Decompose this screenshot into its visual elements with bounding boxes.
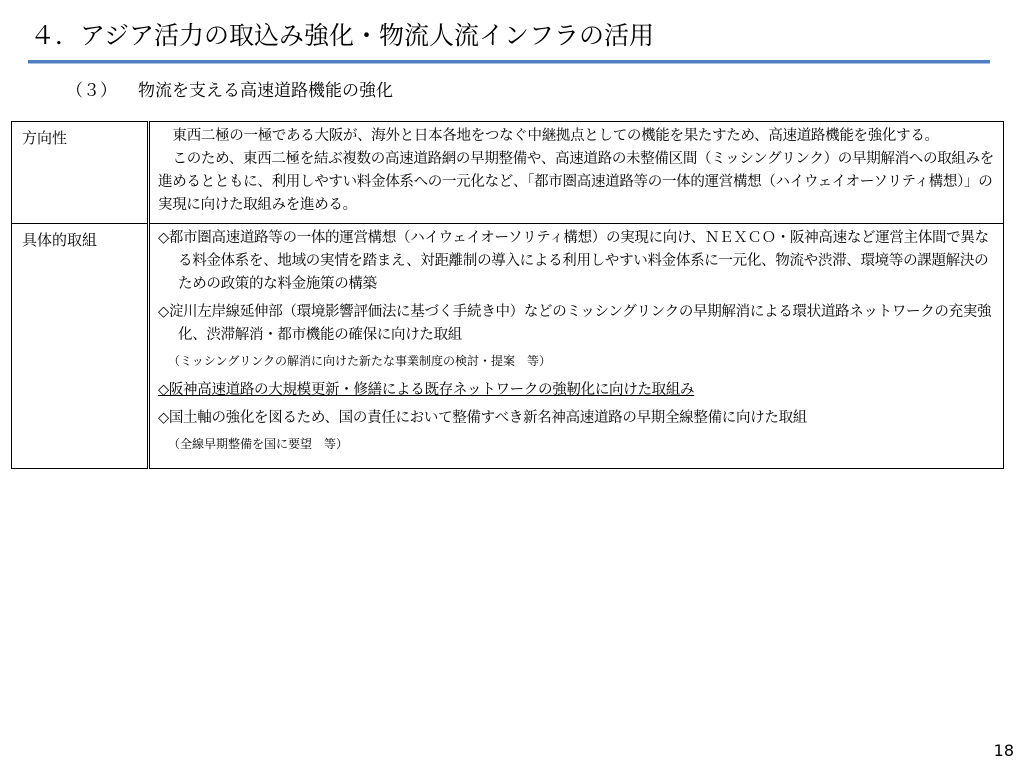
policy-table	[11, 121, 1004, 469]
concrete-body	[149, 224, 1004, 469]
concrete-item-1: ◇都市圏高速道路等の一体的運営構想（ハイウェイオーソリティ構想）の実現に向け、ＮＥＸＣＯ・阪神高速など運営主体間で異なる料金体系を、地域の実情を踏まえ、対距離制の導入による利用しやすい料金体系に一元化、物流や渋滞、環境等の課題解決のための政策的な料金施策の構築	[158, 230, 989, 292]
concrete-item-4: ◇国土軸の強化を図るため、国の責任において整備すべき新名神高速道路の早期全線整備に向けた取組	[158, 410, 807, 426]
section-number: （３）	[66, 81, 117, 101]
concrete-item-2: ◇淀川左岸線延伸部（環境影響評価法に基づく手続き中）などのミッシングリンクの早期解消による環状道路ネットワークの充実強化、渋滞解消・都市機能の確保に向けた取組	[158, 304, 992, 343]
direction-body	[149, 122, 1004, 224]
section-heading	[66, 78, 393, 104]
direction-label: 方向性	[12, 122, 149, 224]
table-row-concrete	[12, 224, 1004, 469]
title-divider	[28, 60, 990, 64]
direction-paragraph-2: このため、東西二極を結ぶ複数の高速道路網の早期整備や、高速道路の未整備区間（ミッシングリンク）の早期解消への取組みを進めるとともに、利用しやすい料金体系への一元化など、「都市圏高速道路等の一体的運営構想（ハイウェイオーソリティ構想）」の実現に向けた取組みを進める。	[158, 151, 994, 213]
direction-paragraph-1: 東西二極の一極である大阪が、海外と日本各地をつなぐ中継拠点としての機能を果たすため、高速道路機能を強化する。	[172, 128, 939, 144]
concrete-item-4-note: （全線早期整備を国に要望 等）	[168, 437, 349, 451]
table-row-direction	[12, 122, 1004, 224]
concrete-item-3: ◇阪神高速道路の大規模更新・修繕による既存ネットワークの強靭化に向けた取組み	[158, 382, 695, 398]
slide-title: ４．アジア活力の取込み強化・物流人流インフラの活用	[30, 21, 655, 50]
section-title: 物流を支える高速道路機能の強化	[138, 81, 393, 101]
concrete-item-2-note: （ミッシングリンクの解消に向けた新たな事業制度の検討・提案 等）	[168, 354, 551, 368]
concrete-label: 具体的取組	[12, 224, 149, 469]
page-number: 18	[993, 741, 1014, 760]
